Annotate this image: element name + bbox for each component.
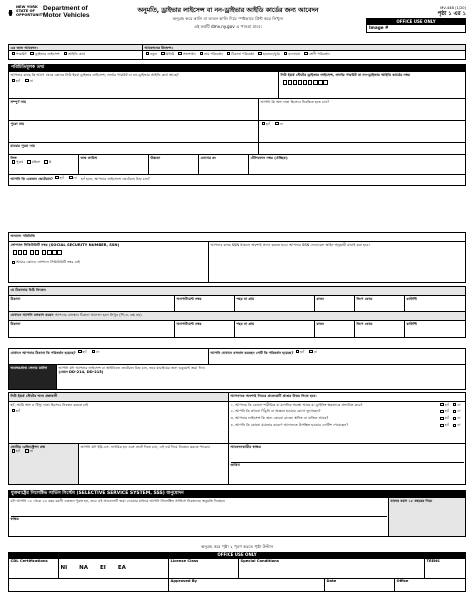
selective-signature-label: স্বাক্ষর [10, 516, 19, 521]
organ-registration-checkbox[interactable]: হ্যাঁ [11, 409, 20, 413]
address-change-question: যেখানে আপনার ঠিকানা কি পরিবর্তন হয়েছে? [10, 350, 76, 355]
cdl-label: CDL Certifications [10, 559, 48, 564]
special-conditions-label: Special Conditions [240, 559, 279, 564]
question-yes[interactable]: হ্যাঁ [439, 423, 448, 427]
apply-for-section [8, 44, 466, 60]
address-field[interactable] [175, 321, 235, 337]
footer-office-use-title: OFFICE USE ONLY [9, 553, 465, 559]
cdl-code: EI [100, 565, 106, 572]
cdl-code: NI [60, 565, 68, 572]
gender-option[interactable]: মহিলা [26, 160, 40, 164]
voter-no[interactable]: না [24, 449, 33, 453]
footer-section [8, 545, 466, 592]
address-field-label: কাউন্টি [406, 296, 417, 301]
personal-field-label: টেলিফোন নম্বর (ঐচ্ছিক) [250, 155, 288, 160]
address-field[interactable] [355, 296, 405, 311]
selective-service-section [8, 490, 466, 537]
doc-type-options [9, 51, 143, 59]
cdl-code: EA [117, 565, 126, 572]
gender-option[interactable]: X [43, 160, 51, 164]
applicant-signature-label: আবেদনকারীর স্বাক্ষর [230, 444, 261, 449]
questions-right-heading: আপনাকে অবশ্যই নিচের প্রত্যেকটি প্রশ্নের উত্তর দিতে হবে: [230, 393, 317, 398]
prior-license-question: আপনার কাছে কি আগে থেকে কোনও নিউ ইয়র্ক ড্রাইভার লাইসেন্স, লার্নার পারমিট বা নন-ড্রাইভার আইডি কার্ড আছে? [10, 72, 179, 77]
reason-options [143, 51, 465, 59]
veteran-question: আপনি কি একজন ভেটেরান? [10, 176, 53, 181]
personal-field[interactable] [9, 155, 79, 174]
personal-field[interactable] [199, 155, 249, 174]
reason-option[interactable]: ঠিকানা পরিবর্তন [226, 52, 255, 56]
logo-state-text: NEW YORK STATE OF OPPORTUNITY [16, 5, 45, 17]
selective-signature-line[interactable] [11, 507, 387, 517]
reason-option[interactable]: বদলানো [283, 52, 301, 56]
address-change-no[interactable]: না [91, 350, 100, 354]
question-text: ৪. আপনি কি কোনো মামলার কারণে আদালতে উপস্থিত হওয়ার নোটিশ পেয়েছেন? [230, 423, 349, 428]
question-yes[interactable]: হ্যাঁ [439, 403, 448, 407]
question-text: ১. আপনার কি কোনো শারীরিক বা মানসিক অবস্থা আছে যা ড্রাইভিং ক্ষমতাকে প্রভাবিত করে? [230, 402, 363, 407]
cdl-code: NA [79, 565, 89, 572]
ssn-section [8, 232, 466, 283]
form-header [8, 6, 466, 42]
reason-option[interactable]: শ্রেণী পরিবর্তন [303, 52, 329, 56]
address-field-label: রাজ্য [316, 321, 324, 326]
question-no[interactable]: না [452, 409, 461, 413]
address-field-label: জিপ কোড [356, 296, 373, 301]
question-yes[interactable]: হ্যাঁ [439, 409, 448, 413]
doc-type-option[interactable]: আইডি কার্ড [63, 52, 86, 56]
personal-info-bar: পরিচিতিমূলক তথ্য [8, 64, 466, 71]
address-field-label: অ্যাপার্টমেন্ট নম্বর [176, 296, 202, 301]
residence-note: আপনার বাসস্থান ঠিকানা আলাদা হলে লিখুন (পি.ও. বক্স নয়) [54, 312, 142, 317]
full-name-label: সম্পূর্ণ নাম [10, 99, 27, 104]
approved-by-label: Approved By [170, 579, 198, 584]
turn-over-note: অনুগ্রহ করে পৃষ্ঠা ২ পূরণ করতে পৃষ্ঠা উল্টান [200, 544, 274, 549]
organ-donor-options [259, 121, 465, 142]
question-text: ২. আপনি কি কখনো খিঁচুনি বা অজ্ঞান হওয়ার রোগে ভুগেছেন? [230, 409, 321, 414]
reason-option[interactable]: রিনিউ [160, 52, 174, 56]
address-field[interactable] [355, 321, 405, 337]
address-field-label: কাউন্টি [406, 321, 417, 326]
prior-license-yes[interactable]: হ্যাঁ [11, 79, 20, 83]
address-field-label: শহর বা গ্রাম [236, 321, 255, 326]
address-field[interactable] [405, 296, 465, 311]
logo-department-name: Department of Motor Vehicles [43, 5, 90, 19]
page-number: পৃষ্ঠা ১ এর ১ [437, 11, 466, 18]
question-no[interactable]: না [452, 403, 461, 407]
cdl-code-list [59, 559, 169, 578]
reason-option[interactable]: নাম পরিবর্তন [199, 52, 223, 56]
address-field-label: জিপ কোড [356, 321, 373, 326]
reason-heading: আবেদনের উদ্দেশ্য: [144, 45, 174, 50]
address-field-label: অ্যাপার্টমেন্ট নম্বর [176, 321, 202, 326]
office-label: Office [396, 579, 409, 584]
apply-for-heading: এর জন্য আবেদন: [10, 45, 38, 50]
veteran-status-label: অবসরপ্রাপ্ত সেনার মর্যাদা [10, 365, 48, 370]
question-yes[interactable]: হ্যাঁ [439, 416, 448, 420]
address-field-label: ঠিকানা [10, 321, 21, 326]
ny-state-logo-icon [8, 6, 13, 20]
selective-service-text: যদি আপনি ১৮ থেকে ২৬ বছর বয়সী একজন পুরুষ হন, তবে এই আবেদনটি জমা দেওয়ার মাধ্যমে আপনি সিলেক্টিভ সার্ভিসে নিবন্ধনের অনুমতি দিচ্ছেন। [10, 498, 226, 503]
personal-field[interactable] [249, 155, 465, 174]
footer-date-label: Date [326, 579, 337, 584]
questions-bar: নিউ ইয়র্ক স্টেটের অন্য প্রশ্নাবলী [10, 393, 58, 398]
title-block [90, 6, 366, 30]
personal-info-section [8, 64, 466, 186]
mailing-address-row [9, 296, 465, 312]
address-field-label: রাজ্য [316, 296, 324, 301]
personal-field[interactable] [79, 155, 149, 174]
license-number-boxes[interactable] [283, 80, 328, 85]
address-field[interactable] [175, 296, 235, 311]
organ-registration: হ্যাঁ, আমি অঙ্গ ও টিস্যু দাতা হিসেবে নিবন্ধন করতে চাই [10, 402, 89, 407]
personal-field-label: লিঙ্গ [10, 155, 17, 160]
gender-option[interactable]: পুরুষ [11, 160, 24, 164]
address-field[interactable] [235, 296, 315, 311]
address-field[interactable] [315, 321, 355, 337]
organ-donor-question: আপনি কি অঙ্গ দাতা হিসেবে নিবন্ধিত হতে চান? [260, 99, 329, 104]
teens-label: TEENS [426, 559, 440, 564]
address-field[interactable] [9, 321, 175, 337]
residence-address-row [9, 321, 465, 337]
form-website: এই ফর্মটি dmv.ny.gov এ পাওয়া যাবে। [194, 24, 262, 30]
middle-name-label: মাঝের পুরো নাম [10, 143, 35, 148]
personal-field-label: উচ্চতা [150, 155, 161, 160]
reason-option[interactable]: সংশোধন [177, 52, 195, 56]
personal-field-label: জন্ম তারিখ [80, 155, 98, 160]
residence-change-no[interactable]: না [308, 350, 317, 354]
question-item [231, 416, 464, 421]
question-item [231, 403, 464, 408]
ssn-note: আপনার কাছে SSN থাকলে অবশ্যই প্রদান করতে হবে। আপনার SSN ফেডারেল আইন অনুযায়ী যাচাই করা হবে। [210, 242, 370, 247]
doc-type-option[interactable]: পারমিট [11, 52, 27, 56]
image-number-field[interactable]: Image # [369, 24, 389, 30]
veteran-no[interactable]: না [68, 176, 77, 180]
reason-option[interactable]: হারানো/চুরি [257, 52, 279, 56]
voter-title: ভোটার রেজিস্ট্রেশন প্রশ্ন [10, 444, 46, 449]
form-instructions: অনুগ্রহ করে কালি বা ডাবল কালি দিয়ে স্পষ্টভাবে প্রিন্ট করে লিখুন। [172, 16, 284, 22]
ssn-input-boxes[interactable] [13, 250, 62, 255]
license-number-label: নিউ ইয়র্ক স্টেটের ড্রাইভার লাইসেন্স, লার্নার পারমিট বা নন-ড্রাইভার আইডি কার্ডের নম্বর [280, 72, 410, 77]
voter-yes[interactable]: হ্যাঁ [11, 449, 20, 453]
veteran-yes[interactable]: হ্যাঁ [54, 176, 63, 180]
address-field[interactable] [315, 296, 355, 311]
mailing-address-bar: যে ঠিকানায় চিঠি নিতেন [10, 287, 46, 292]
office-use-box [366, 18, 466, 33]
veteran-document: (যেমন DD-214, DD-215) [58, 369, 104, 374]
address-field-label: শহর বা গ্রাম [236, 296, 255, 301]
residence-change-question: আপনি যেখানে বসবাস করছেন সেটি কি পরিবর্তন হয়েছে? [210, 350, 294, 355]
organ-yes[interactable]: হ্যাঁ [261, 122, 270, 126]
veteran-status-text: আপনি যদি আপনার লাইসেন্স বা আইডিতে ভেটেরান চিহ্ন চান, তবে যাচাইয়ের জন্য ডকুমেন্ট জমা দিন। [58, 365, 205, 370]
personal-field-label: চোখের রং [200, 155, 216, 160]
applicant-date-label: তারিখ [230, 462, 240, 467]
organ-no[interactable]: না [274, 122, 283, 126]
header-right [366, 6, 466, 33]
question-item [231, 409, 464, 414]
applicant-signature-line[interactable] [231, 449, 464, 463]
license-class-label: License Class [170, 559, 199, 564]
prior-license-no[interactable]: না [24, 79, 33, 83]
form-number: MV-44B (1/20) [440, 6, 466, 10]
other-id-label: অন্যান্য পরিচিতি [10, 233, 36, 238]
residence-bar: যেখানে আপনি বসবাস করেন [10, 312, 54, 317]
ssn-label: সোশ্যাল সিকিউরিটি নম্বর (SOCIAL SECURITY NUMBER, SSN) [10, 242, 120, 247]
address-change-yes[interactable]: হ্যাঁ [77, 350, 86, 354]
address-section [8, 286, 466, 338]
veteran-note: হ্যাঁ হলে, আপনার লাইসেন্সে ভেটেরান চিহ্ন চান? [81, 176, 150, 181]
question-no[interactable]: না [452, 423, 461, 427]
selective-service-bar: যুক্তরাষ্ট্রের সিলেক্টিভ সার্ভিস সিস্টেম (SELECTIVE SERVICE SYSTEM, SSS) অনুমোদন [8, 490, 466, 497]
address-change-section [8, 348, 466, 390]
dmv-logo [8, 6, 90, 20]
question-item [231, 423, 464, 428]
address-field-label: ঠিকানা [10, 296, 21, 301]
form-title: অনুমতি, ড্রাইভার লাইসেন্স বা নন-ড্রাইভার আইডি কার্ডের জন্য আবেদন [137, 7, 319, 14]
personal-details-row [9, 155, 465, 175]
address-field[interactable] [9, 296, 175, 311]
question-no[interactable]: না [452, 416, 461, 420]
office-use-title: OFFICE USE ONLY [367, 19, 465, 25]
doc-type-option[interactable]: ড্রাইভার লাইসেন্স [29, 52, 59, 56]
questions-section [8, 392, 466, 485]
personal-field[interactable] [149, 155, 199, 174]
address-field[interactable] [405, 321, 465, 337]
address-field[interactable] [235, 321, 315, 337]
question-text: ৩. আপনার লাইসেন্স কি অন্য কোনো রাজ্যে স্থগিত বা বাতিল আছে? [230, 416, 329, 421]
question-list [229, 402, 465, 443]
residence-change-yes[interactable]: হ্যাঁ [295, 350, 304, 354]
last-name-label: পুরো নাম [10, 121, 25, 126]
reason-option[interactable]: নতুন [145, 52, 158, 56]
teen-box: যাদের বয়স ১৮ বছরের নিচে [390, 498, 433, 503]
no-ssn-checkbox[interactable]: আমার কোনও সোশ্যাল সিকিউরিটি নম্বর নেই [11, 260, 80, 264]
voter-text: আপনি যদি ইউ.এস. নাগরিক হন এবং ভোট দিতে চান, এই ফর্ম দিয়ে নিবন্ধন করতে পারেন। [80, 444, 211, 449]
